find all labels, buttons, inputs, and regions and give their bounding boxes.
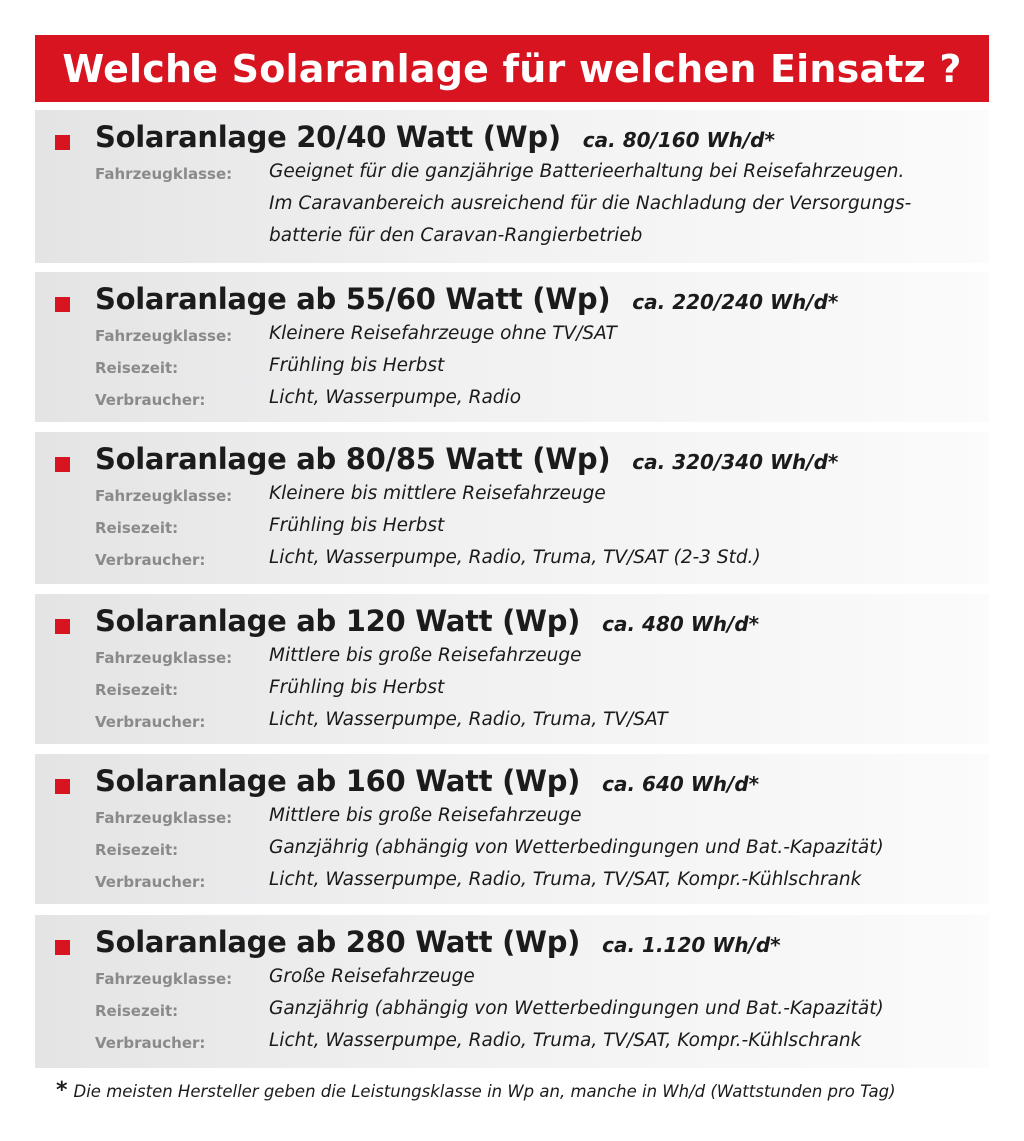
- card-heading: [95, 925, 781, 959]
- page-title: Welche Solaranlage für welchen Einsatz ?: [62, 46, 962, 91]
- bullet-square-icon: [55, 135, 70, 150]
- spec-value: Kleinere Reisefahrzeuge ohne TV/SAT: [269, 323, 617, 344]
- spec-row-vehicle-class: [95, 963, 979, 995]
- spec-value: Frühling bis Herbst: [269, 355, 445, 376]
- spec-label: Reisezeit:: [95, 519, 179, 537]
- spec-value: Ganzjährig (abhängig von Wetterbedingungen und Bat.-Kapazität): [269, 837, 884, 858]
- spec-row-continuation: [95, 222, 979, 254]
- spec-label: Verbraucher:: [95, 1034, 206, 1052]
- spec-label: Fahrzeugklasse:: [95, 165, 233, 183]
- title-banner: [35, 35, 989, 102]
- spec-row-travel-time: [95, 352, 979, 384]
- spec-value: Mittlere bis große Reisefahrzeuge: [269, 805, 582, 826]
- bullet-square-icon: [55, 779, 70, 794]
- card-capacity: ca. 480 Wh/d*: [602, 612, 760, 636]
- bullet-square-icon: [55, 297, 70, 312]
- spec-label: Verbraucher:: [95, 713, 206, 731]
- spec-row-consumers: [95, 706, 979, 738]
- spec-row-travel-time: [95, 834, 979, 866]
- card-title: Solaranlage 20/40 Watt (Wp): [95, 120, 561, 154]
- spec-value: Licht, Wasserpumpe, Radio, Truma, TV/SAT, Kompr.-Kühlschrank: [269, 869, 862, 890]
- solar-card-55-60: [35, 272, 989, 422]
- spec-row-consumers: [95, 544, 979, 576]
- card-heading: [95, 120, 775, 154]
- footnote-marker: *: [56, 1078, 68, 1103]
- bullet-square-icon: [55, 940, 70, 955]
- card-title: Solaranlage ab 120 Watt (Wp): [95, 604, 581, 638]
- spec-value: Licht, Wasserpumpe, Radio, Truma, TV/SAT (2-3 Std.): [269, 547, 761, 568]
- card-capacity: ca. 1.120 Wh/d*: [602, 933, 781, 957]
- card-title: Solaranlage ab 55/60 Watt (Wp): [95, 282, 611, 316]
- spec-row-travel-time: [95, 674, 979, 706]
- spec-row-consumers: [95, 384, 979, 416]
- spec-label: Reisezeit:: [95, 841, 179, 859]
- card-capacity: ca. 80/160 Wh/d*: [582, 128, 775, 152]
- solar-card-160: [35, 754, 989, 904]
- spec-value: Ganzjährig (abhängig von Wetterbedingungen und Bat.-Kapazität): [269, 998, 884, 1019]
- spec-label: Fahrzeugklasse:: [95, 649, 233, 667]
- footnote-text: Die meisten Hersteller geben die Leistungsklasse in Wp an, manche in Wh/d (Wattstunden pro Tag): [73, 1082, 896, 1101]
- card-heading: [95, 604, 759, 638]
- spec-row-travel-time: [95, 512, 979, 544]
- spec-label: Fahrzeugklasse:: [95, 487, 233, 505]
- spec-label: Verbraucher:: [95, 551, 206, 569]
- spec-value: batterie für den Caravan-Rangierbetrieb: [269, 225, 643, 246]
- footnote: [56, 1078, 896, 1103]
- spec-row-consumers: [95, 1027, 979, 1059]
- solar-card-80-85: [35, 432, 989, 584]
- bullet-square-icon: [55, 619, 70, 634]
- spec-row-vehicle-class: [95, 642, 979, 674]
- spec-row-vehicle-class: [95, 480, 979, 512]
- card-title: Solaranlage ab 80/85 Watt (Wp): [95, 442, 611, 476]
- spec-label: Verbraucher:: [95, 873, 206, 891]
- solar-card-120: [35, 594, 989, 744]
- spec-row-continuation: [95, 190, 979, 222]
- spec-label: Fahrzeugklasse:: [95, 970, 233, 988]
- card-capacity: ca. 640 Wh/d*: [602, 772, 760, 796]
- spec-value: Mittlere bis große Reisefahrzeuge: [269, 645, 582, 666]
- card-heading: [95, 442, 838, 476]
- spec-value: Frühling bis Herbst: [269, 515, 445, 536]
- spec-value: Licht, Wasserpumpe, Radio, Truma, TV/SAT, Kompr.-Kühlschrank: [269, 1030, 862, 1051]
- spec-value: Im Caravanbereich ausreichend für die Nachladung der Versorgungs-: [269, 193, 912, 214]
- spec-value: Licht, Wasserpumpe, Radio, Truma, TV/SAT: [269, 709, 668, 730]
- spec-row-travel-time: [95, 995, 979, 1027]
- spec-label: Reisezeit:: [95, 681, 179, 699]
- bullet-square-icon: [55, 457, 70, 472]
- spec-row-vehicle-class: [95, 320, 979, 352]
- spec-value: Kleinere bis mittlere Reisefahrzeuge: [269, 483, 606, 504]
- spec-label: Verbraucher:: [95, 391, 206, 409]
- spec-row-consumers: [95, 866, 979, 898]
- solar-card-20-40: [35, 110, 989, 263]
- spec-label: Fahrzeugklasse:: [95, 809, 233, 827]
- spec-label: Fahrzeugklasse:: [95, 327, 233, 345]
- spec-value: Geeignet für die ganzjährige Batterieerhaltung bei Reisefahrzeugen.: [269, 161, 905, 182]
- spec-value: Große Reisefahrzeuge: [269, 966, 475, 987]
- card-heading: [95, 282, 838, 316]
- spec-label: Reisezeit:: [95, 1002, 179, 1020]
- spec-label: Reisezeit:: [95, 359, 179, 377]
- card-title: Solaranlage ab 160 Watt (Wp): [95, 764, 581, 798]
- solar-card-280: [35, 915, 989, 1068]
- card-capacity: ca. 220/240 Wh/d*: [632, 290, 839, 314]
- spec-value: Licht, Wasserpumpe, Radio: [269, 387, 522, 408]
- spec-value: Frühling bis Herbst: [269, 677, 445, 698]
- card-capacity: ca. 320/340 Wh/d*: [632, 450, 839, 474]
- card-title: Solaranlage ab 280 Watt (Wp): [95, 925, 581, 959]
- card-heading: [95, 764, 759, 798]
- spec-row-vehicle-class: [95, 158, 979, 190]
- spec-row-vehicle-class: [95, 802, 979, 834]
